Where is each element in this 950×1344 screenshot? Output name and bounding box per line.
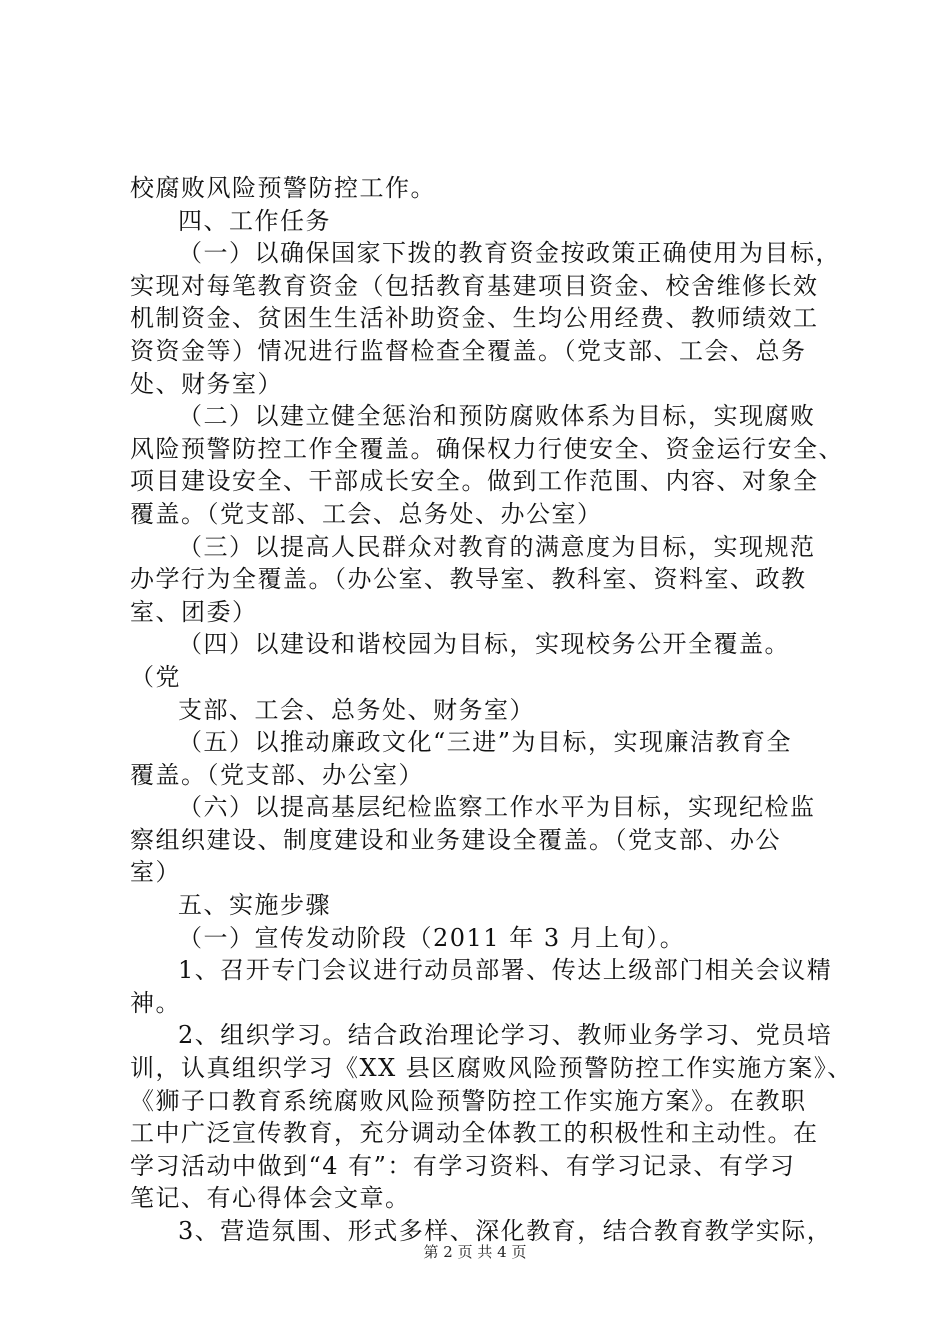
text-line: （党 <box>130 662 181 691</box>
text-line: （三）以提高人民群众对教育的满意度为目标，实现规范 <box>178 532 816 561</box>
text-line: 五、实施步骤 <box>178 891 331 920</box>
text-line: 实现对每笔教育资金（包括教育基建项目资金、校舍维修长效 <box>130 271 819 300</box>
text-line: 察组织建设、制度建设和业务建设全覆盖。（党支部、办公 <box>130 825 781 854</box>
document-body <box>130 172 853 1248</box>
text-line: 训，认真组织学习《XX 县区腐败风险预警防控工作实施方案》、 <box>130 1054 853 1083</box>
text-line: 3、营造氛围、形式多样、深化教育，结合教育教学实际， <box>178 1217 833 1245</box>
text-line: 风险预警防控工作全覆盖。确保权力行使安全、资金运行安全、 <box>130 434 844 463</box>
text-line: （一）以确保国家下拨的教育资金按政策正确使用为目标， <box>178 239 841 268</box>
text-line: 神。 <box>130 988 181 1017</box>
text-line: 项目建设安全、干部成长安全。做到工作范围、内容、对象全 <box>130 467 819 496</box>
text-line: 1、召开专门会议进行动员部署、传达上级部门相关会议精 <box>178 956 833 985</box>
page-number-footer: 第 2 页 共 4 页 <box>423 1243 527 1261</box>
text-line: 室、团委） <box>130 597 258 626</box>
text-line: 办学行为全覆盖。（办公室、教导室、教科室、资料室、政教 <box>130 565 807 594</box>
text-line: 处、财务室） <box>130 369 283 398</box>
text-line: 2、组织学习。结合政治理论学习、教师业务学习、党员培 <box>178 1021 833 1050</box>
text-line: （四）以建设和谐校园为目标，实现校务公开全覆盖。 <box>178 630 790 659</box>
text-line: 学习活动中做到“4 有”：有学习资料、有学习记录、有学习 <box>130 1151 796 1180</box>
text-line: 室） <box>130 858 181 887</box>
text-line: 覆盖。（党支部、办公室） <box>130 760 424 789</box>
text-line: 笔记、有心得体会文章。 <box>130 1184 411 1213</box>
text-line: 工中广泛宣传教育，充分调动全体教工的积极性和主动性。在 <box>130 1119 819 1148</box>
text-line: （五）以推动廉政文化“三进”为目标，实现廉洁教育全 <box>178 728 793 757</box>
text-line: 支部、工会、总务处、财务室） <box>178 695 535 724</box>
text-line: （二）以建立健全惩治和预防腐败体系为目标，实现腐败 <box>178 402 816 431</box>
text-line: （六）以提高基层纪检监察工作水平为目标，实现纪检监 <box>178 793 816 822</box>
text-line: 校腐败风险预警防控工作。 <box>130 174 436 202</box>
text-line: （一）宣传发动阶段（2011 年 3 月上旬）。 <box>178 923 686 952</box>
text-line: 覆盖。（党支部、工会、总务处、办公室） <box>130 499 603 528</box>
text-line: 《狮子口教育系统腐败风险预警防控工作实施方案》。在教职 <box>130 1086 807 1115</box>
text-line: 四、工作任务 <box>178 206 331 235</box>
text-line: 机制资金、贫困生生活补助资金、生均公用经费、教师绩效工 <box>130 304 819 333</box>
text-line: 资资金等）情况进行监督检查全覆盖。（党支部、工会、总务 <box>130 336 807 365</box>
